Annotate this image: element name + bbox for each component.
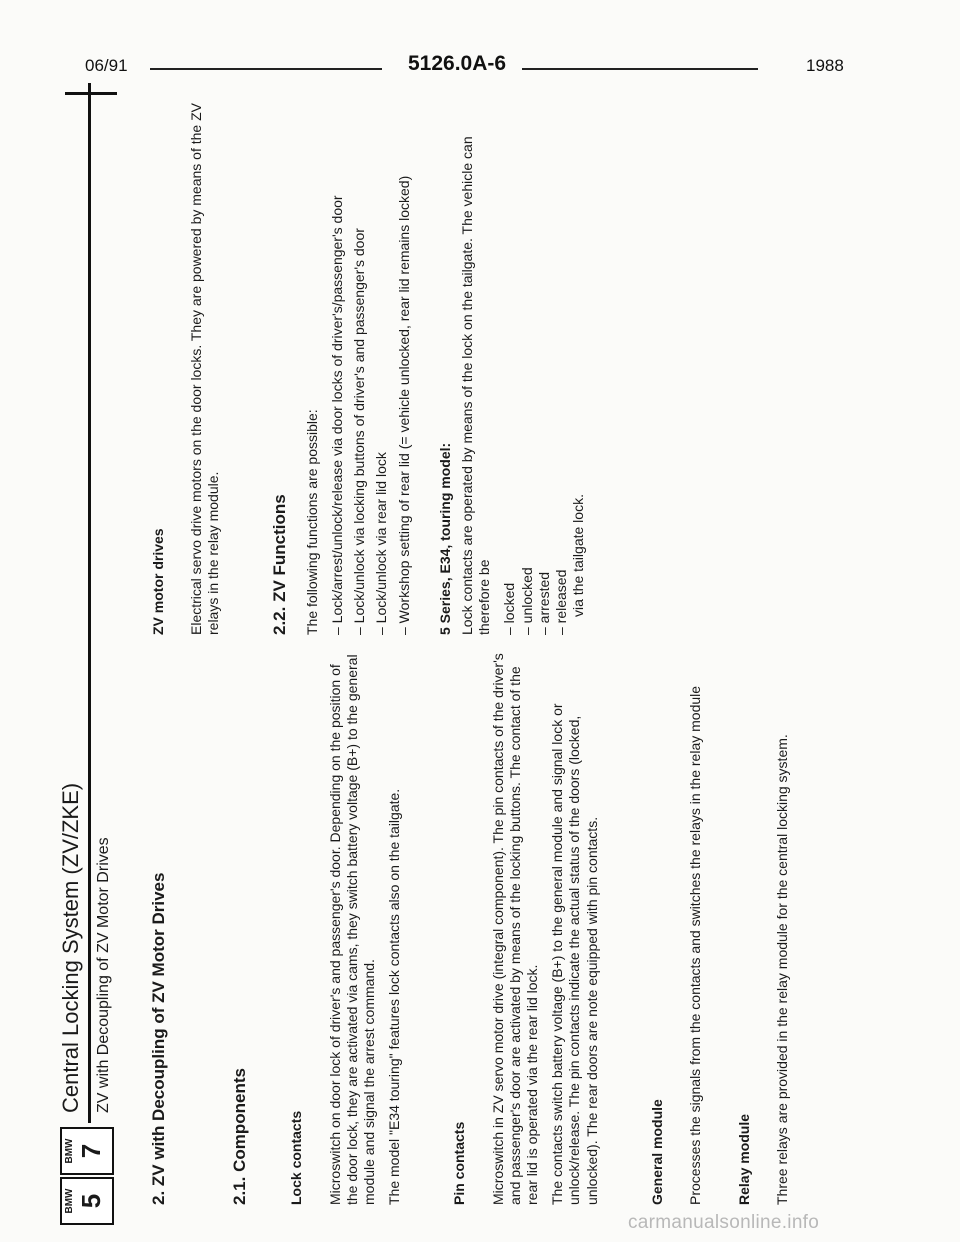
rotated-content xyxy=(60,80,790,1225)
header-date: 06/91 xyxy=(85,56,128,75)
header-rule-left xyxy=(150,68,382,70)
list-item: – released xyxy=(553,569,570,635)
lock-contacts-heading: Lock contacts xyxy=(288,1110,305,1205)
general-module-paragraph: Processes the signals from the contacts and switches the relays in the relay module xyxy=(687,685,704,1205)
header-rule-right xyxy=(522,68,758,70)
functions-heading: 2.2. ZV Functions xyxy=(269,494,289,635)
header-code: 5126.0A-6 xyxy=(408,52,507,75)
subsection-components-heading: 2.1. Components xyxy=(230,1068,250,1205)
pin-contacts-paragraph: Microswitch in ZV servo motor drive (integral component). The pin contacts of the driver's and passenger's door are activated by means of the locking buttons. The contact of the rear lid is operated via the rear lid lock. xyxy=(489,653,541,1205)
lock-contacts-paragraph: Microswitch on door lock of driver's and passenger's door. Depending on the position of the door lock, they are activated via cams, they switch battery voltage (B+) to the general module and signal the arrest command. xyxy=(326,654,378,1205)
general-module-heading: General module xyxy=(648,1099,665,1205)
touring-tail: via the tailgate lock. xyxy=(570,494,587,617)
touring-paragraph: Lock contacts are operated by means of the lock on the tailgate. The vehicle can therefore be xyxy=(459,136,493,635)
motor-drives-heading: ZV motor drives xyxy=(150,528,166,635)
left-column xyxy=(150,650,800,1205)
list-item: – Lock/arrest/unlock/release via door locks of driver's/passenger's door xyxy=(329,195,346,635)
header-year: 1988 xyxy=(806,56,844,75)
functions-list xyxy=(329,90,413,635)
bmw-badge-7: BMW 7 xyxy=(60,1127,114,1175)
list-item: – Lock/unlock via rear lid lock xyxy=(373,452,390,635)
motor-drives-paragraph: Electrical servo drive motors on the door locks. They are powered by means of the ZV relays in the relay module. xyxy=(188,103,222,635)
relay-module-heading: Relay module xyxy=(736,1113,753,1205)
bmw-badge-5: BMW 5 xyxy=(60,1177,114,1225)
touring-heading: 5 Series, E34, touring model: xyxy=(436,442,453,635)
list-item: – arrested xyxy=(535,571,552,635)
list-item: – Workshop setting of rear lid (= vehicle unlocked, rear lid remains locked) xyxy=(395,175,412,635)
list-item: – unlocked xyxy=(518,567,535,635)
pin-contacts-paragraph-2: The contacts switch battery voltage (B+) to the general module and signal lock or unlock/release. The pin contacts indicate the actual status of the doors (locked, unlocked). The rear doors are note equipped with pin contacts. xyxy=(549,703,600,1205)
title-rule xyxy=(88,83,91,1123)
document-title: Central Locking System (ZV/ZKE) xyxy=(58,782,83,1113)
list-item: – Lock/unlock via locking buttons of driver's and passenger's door xyxy=(351,228,368,635)
section-heading: 2. ZV with Decoupling of ZV Motor Drives xyxy=(149,872,168,1205)
right-column xyxy=(150,90,595,635)
lock-contacts-touring-note: The model "E34 touring" features lock contacts also on the tailgate. xyxy=(386,788,403,1205)
list-item: – locked xyxy=(501,582,518,635)
pin-contacts-heading: Pin contacts xyxy=(451,1121,468,1205)
touring-states-list xyxy=(501,90,570,635)
document-subtitle: ZV with Decoupling of ZV Motor Drives xyxy=(95,837,112,1113)
title-end-rule xyxy=(65,92,117,95)
relay-module-paragraph: Three relays are provided in the relay module for the central locking system. xyxy=(774,734,791,1205)
functions-intro: The following functions are possible: xyxy=(303,409,320,635)
watermark-footer: carmanualsonline.info xyxy=(628,1212,820,1233)
